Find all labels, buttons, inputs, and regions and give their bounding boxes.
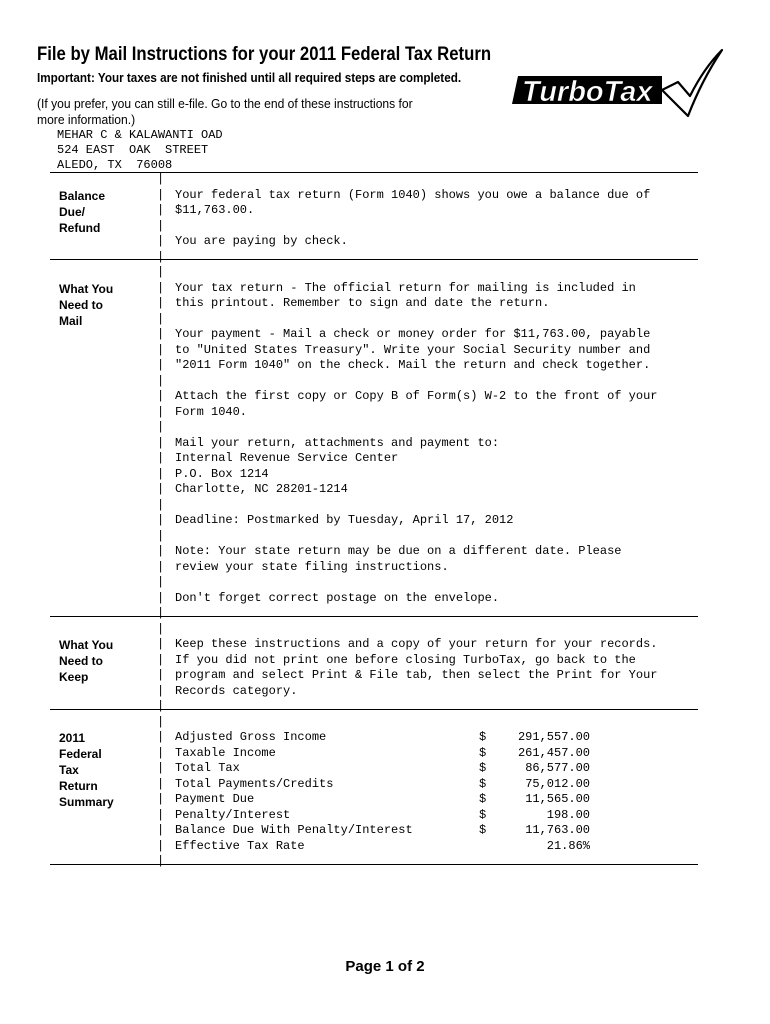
summary-row (175, 761, 595, 777)
summary-row (175, 730, 595, 746)
instruction-line: Keep these instructions and a copy of your return for your records. (175, 637, 658, 651)
summary-row (175, 808, 595, 824)
column-divider: | (157, 219, 165, 233)
column-divider: | (157, 203, 165, 217)
turbotax-logo (512, 46, 724, 118)
column-divider: | (157, 281, 165, 295)
column-divider: | (157, 730, 165, 744)
section-label-summary: Return (59, 779, 98, 793)
column-divider: | (157, 482, 165, 496)
section-label-summary: 2011 (59, 731, 86, 745)
summary-row (175, 777, 595, 793)
column-divider: | (157, 358, 165, 372)
instruction-line: $11,763.00. (175, 203, 255, 217)
instruction-line: this printout. Remember to sign and date the return. (175, 296, 550, 310)
page-number: Page 1 of 2 (345, 958, 425, 975)
summary-row-dollar: $ (479, 746, 487, 760)
summary-row-dollar: $ (479, 792, 487, 806)
column-divider: | (157, 312, 165, 326)
page-title: File by Mail Instructions for your 2011 Federal Tax Return (37, 44, 492, 65)
instruction-line: to "United States Treasury". Write your Social Security number and (175, 343, 651, 357)
column-divider: | (157, 761, 165, 775)
column-divider: | (157, 188, 165, 202)
summary-row-value: 11,565.00 (525, 792, 590, 806)
section-label-keep: Need to (59, 654, 104, 668)
column-divider: | (157, 436, 165, 450)
column-divider: | (157, 529, 165, 543)
summary-row-label: Penalty/Interest (175, 808, 291, 822)
column-divider: | (157, 699, 165, 713)
column-divider: | (157, 591, 165, 605)
section-label-keep: What You (59, 638, 114, 652)
summary-row (175, 792, 595, 808)
taxpayer-city: ALEDO, TX 76008 (57, 158, 173, 172)
instruction-line: "2011 Form 1040" on the check. Mail the return and check together. (175, 358, 651, 372)
instruction-line: Your federal tax return (Form 1040) shows you owe a balance due of (175, 188, 651, 202)
summary-row-value: 11,763.00 (525, 823, 590, 837)
checkmark-icon (662, 50, 722, 116)
column-divider: | (157, 265, 165, 279)
column-divider: | (157, 405, 165, 419)
instruction-line: Deadline: Postmarked by Tuesday, April 17, 2012 (175, 513, 514, 527)
taxpayer-name: MEHAR C & KALAWANTI OAD (57, 128, 223, 142)
section-label-summary: Federal (59, 747, 102, 761)
column-divider: | (157, 172, 165, 186)
column-divider: | (157, 746, 165, 760)
summary-row-value: 261,457.00 (517, 746, 590, 760)
summary-row-value: 86,577.00 (525, 761, 590, 775)
instruction-line: Don't forget correct postage on the envelope. (175, 591, 500, 605)
instruction-line: Your payment - Mail a check or money order for $11,763.00, payable (175, 327, 651, 341)
column-divider: | (157, 668, 165, 682)
section-label-summary: Summary (59, 795, 114, 809)
section-label-keep: Keep (59, 670, 89, 684)
instruction-line: You are paying by check. (175, 234, 348, 248)
section-label-mail: Mail (59, 314, 83, 328)
section-label-balance: Due/ (59, 205, 86, 219)
important-note: Important: Your taxes are not finished until all required steps are completed. (37, 70, 462, 85)
column-divider: | (157, 327, 165, 341)
summary-row-value: 198.00 (546, 808, 590, 822)
column-divider: | (157, 653, 165, 667)
summary-row-value: 21.86% (546, 839, 590, 853)
column-divider: | (157, 420, 165, 434)
column-divider: | (157, 389, 165, 403)
instruction-line: Form 1040. (175, 405, 248, 419)
instruction-line: review your state filing instructions. (175, 560, 449, 574)
section-rule (50, 259, 698, 260)
section-rule-top (50, 172, 698, 173)
column-divider: | (157, 606, 165, 620)
column-divider: | (157, 792, 165, 806)
instruction-line: program and select Print & File tab, then select the Print for Your (175, 668, 658, 682)
summary-row-value: 75,012.00 (525, 777, 590, 791)
column-divider: | (157, 560, 165, 574)
instruction-line: Note: Your state return may be due on a different date. Please (175, 544, 622, 558)
summary-row-value: 291,557.00 (517, 730, 590, 744)
column-divider: | (157, 250, 165, 264)
efile-note: (If you prefer, you can still e-file. Go to the end of these instructions for more information.) (37, 96, 413, 127)
column-divider: | (157, 343, 165, 357)
summary-row-dollar: $ (479, 777, 487, 791)
instruction-line: Attach the first copy or Copy B of Form(s) W-2 to the front of your (175, 389, 658, 403)
summary-row (175, 839, 595, 855)
section-label-summary: Tax (59, 763, 79, 777)
column-divider: | (157, 498, 165, 512)
column-divider: | (157, 823, 165, 837)
column-divider: | (157, 451, 165, 465)
column-divider: | (157, 808, 165, 822)
summary-row-label: Balance Due With Penalty/Interest (175, 823, 413, 837)
summary-row-label: Total Payments/Credits (175, 777, 334, 791)
column-divider: | (157, 637, 165, 651)
section-rule (50, 864, 698, 865)
section-rule (50, 616, 698, 617)
summary-row-dollar: $ (479, 761, 487, 775)
instruction-line: Records category. (175, 684, 298, 698)
summary-row (175, 746, 595, 762)
logo-wordmark: TurboTax (522, 76, 653, 108)
column-divider: | (157, 234, 165, 248)
column-divider: | (157, 684, 165, 698)
column-divider: | (157, 296, 165, 310)
taxpayer-street: 524 EAST OAK STREET (57, 143, 209, 157)
summary-row-label: Adjusted Gross Income (175, 730, 327, 744)
instruction-line: Your tax return - The official return for mailing is included in (175, 281, 636, 295)
section-rule (50, 709, 698, 710)
instruction-line: Mail your return, attachments and payment to: (175, 436, 500, 450)
summary-row-label: Effective Tax Rate (175, 839, 305, 853)
column-divider: | (157, 374, 165, 388)
column-divider: | (157, 467, 165, 481)
instruction-line: Charlotte, NC 28201-1214 (175, 482, 348, 496)
instruction-line: If you did not print one before closing TurboTax, go back to the (175, 653, 636, 667)
instruction-line: Internal Revenue Service Center (175, 451, 399, 465)
summary-row-label: Payment Due (175, 792, 255, 806)
summary-row-label: Total Tax (175, 761, 240, 775)
column-divider: | (157, 575, 165, 589)
section-label-mail: Need to (59, 298, 104, 312)
summary-row-dollar: $ (479, 730, 487, 744)
summary-row-dollar: $ (479, 823, 487, 837)
column-divider: | (157, 777, 165, 791)
summary-row-label: Taxable Income (175, 746, 276, 760)
column-divider: | (157, 839, 165, 853)
summary-row (175, 823, 595, 839)
summary-row-dollar: $ (479, 808, 487, 822)
section-label-mail: What You (59, 282, 114, 296)
instruction-line: P.O. Box 1214 (175, 467, 269, 481)
section-label-balance: Balance (59, 189, 106, 203)
column-divider: | (157, 513, 165, 527)
column-divider: | (157, 715, 165, 729)
column-divider: | (157, 622, 165, 636)
section-label-balance: Refund (59, 221, 101, 235)
column-divider: | (157, 544, 165, 558)
column-divider: | (157, 854, 165, 868)
